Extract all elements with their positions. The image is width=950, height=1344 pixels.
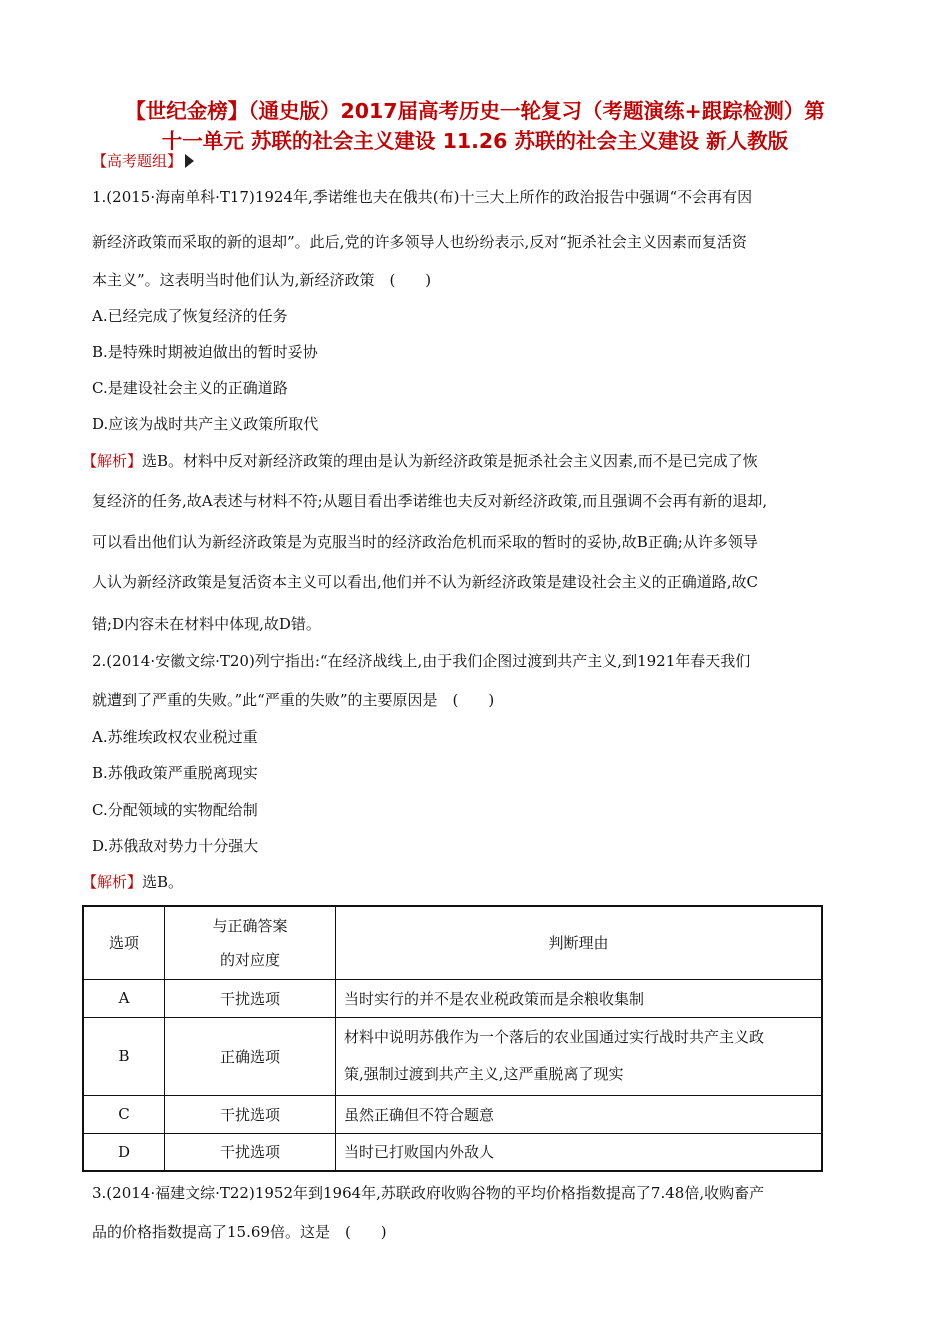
- q2-option-b: B.苏俄政策严重脱离现实: [92, 764, 258, 782]
- row-d-degree: 干扰选项: [165, 1133, 336, 1171]
- q1-analysis-line-2: 复经济的任务,故A表述与材料不符;从题目看出季诺维也夫反对新经济政策,而且强调不会再有新的退却,: [92, 492, 768, 510]
- q2-analysis-line: [82, 872, 183, 892]
- q1-analysis-line-5: 错;D内容未在材料中体现,故D错。: [92, 615, 321, 633]
- q1-line-1: 1.(2015·海南单科·T17)1924年,季诺维也夫在俄共(布)十三大上所作的政治报告中强调“不会再有因: [92, 188, 753, 206]
- q2-option-a: A.苏维埃政权农业税过重: [92, 728, 258, 746]
- title-line-1: 【世纪金榜】（通史版）2017届高考历史一轮复习（考题演练+跟踪检测）第: [125, 99, 825, 123]
- header-option: 选项: [83, 906, 165, 979]
- q3-line-1: 3.(2014·福建文综·T22)1952年到1964年,苏联政府收购谷物的平均价格指数提高了7.48倍,收购畜产: [92, 1184, 765, 1202]
- row-b-reason: [336, 1017, 823, 1095]
- row-a-degree: 干扰选项: [165, 979, 336, 1017]
- q1-option-d: D.应该为战时共产主义政策所取代: [92, 415, 319, 433]
- q1-analysis-line-1: [82, 451, 758, 471]
- section-tag: 【高考题组】: [92, 152, 183, 170]
- q2-analysis-text: 选B。: [142, 873, 184, 891]
- table-row: [83, 1133, 822, 1171]
- q1-analysis-tag: 【解析】: [82, 452, 143, 470]
- q3-line-2: 品的价格指数提高了15.69倍。这是 ( ): [92, 1223, 387, 1241]
- table-header-row: [83, 906, 822, 979]
- table-row: [83, 979, 822, 1017]
- q1-analysis-text-1: 选B。材料中反对新经济政策的理由是认为新经济政策是扼杀社会主义因素,而不是已完成了恢: [142, 452, 758, 470]
- table-row: [83, 1017, 822, 1095]
- q2-analysis-tag: 【解析】: [82, 873, 143, 891]
- q1-line-2: 新经济政策而采取的新的退却”。此后,党的许多领导人也纷纷表示,反对“扼杀社会主义因素而复活资: [92, 233, 747, 251]
- q1-analysis-line-3: 可以看出他们认为新经济政策是为克服当时的经济政治危机而采取的暂时的妥协,故B正确;从许多领导: [92, 533, 758, 551]
- q1-option-a: A.已经完成了恢复经济的任务: [92, 307, 288, 325]
- section-tag-line: [92, 151, 194, 171]
- header-degree-line-1: 与正确答案: [212, 916, 288, 935]
- answer-table: [82, 905, 823, 1172]
- title-line-2: 十一单元 苏联的社会主义建设 11.26 苏联的社会主义建设 新人教版: [161, 129, 789, 153]
- q2-line-1: 2.(2014·安徽文综·T20)列宁指出:“在经济战线上,由于我们企图过渡到共产主义,到1921年春天我们: [92, 652, 751, 670]
- header-reason: 判断理由: [336, 906, 823, 979]
- header-degree: [165, 906, 336, 979]
- q1-analysis-line-4: 人认为新经济政策是复活资本主义可以看出,他们并不认为新经济政策是建设社会主义的正确道路,故C: [92, 573, 759, 591]
- q1-option-c: C.是建设社会主义的正确道路: [92, 379, 288, 397]
- row-b-option: B: [83, 1017, 165, 1095]
- row-c-reason: 虽然正确但不符合题意: [336, 1095, 823, 1133]
- header-degree-line-2: 的对应度: [219, 950, 280, 969]
- row-b-reason-line-2: 策,强制过渡到共产主义,这严重脱离了现实: [344, 1065, 624, 1083]
- q2-option-d: D.苏俄敌对势力十分强大: [92, 837, 259, 855]
- row-a-reason: 当时实行的并不是农业税政策而是余粮收集制: [336, 979, 823, 1017]
- row-c-degree: 干扰选项: [165, 1095, 336, 1133]
- q1-line-3: 本主义”。这表明当时他们认为,新经济政策 ( ): [92, 271, 432, 289]
- table-row: [83, 1095, 822, 1133]
- row-a-option: A: [83, 979, 165, 1017]
- row-c-option: C: [83, 1095, 165, 1133]
- row-d-reason: 当时已打败国内外敌人: [336, 1133, 823, 1171]
- triangle-arrow-icon: [185, 154, 194, 168]
- row-b-degree: 正确选项: [165, 1017, 336, 1095]
- q1-option-b: B.是特殊时期被迫做出的暂时妥协: [92, 343, 318, 361]
- row-b-reason-line-1: 材料中说明苏俄作为一个落后的农业国通过实行战时共产主义政: [344, 1028, 765, 1046]
- q2-line-2: 就遭到了严重的失败。”此“严重的失败”的主要原因是 ( ): [92, 691, 495, 709]
- document-title: [60, 96, 890, 156]
- q2-option-c: C.分配领域的实物配给制: [92, 801, 258, 819]
- row-d-option: D: [83, 1133, 165, 1171]
